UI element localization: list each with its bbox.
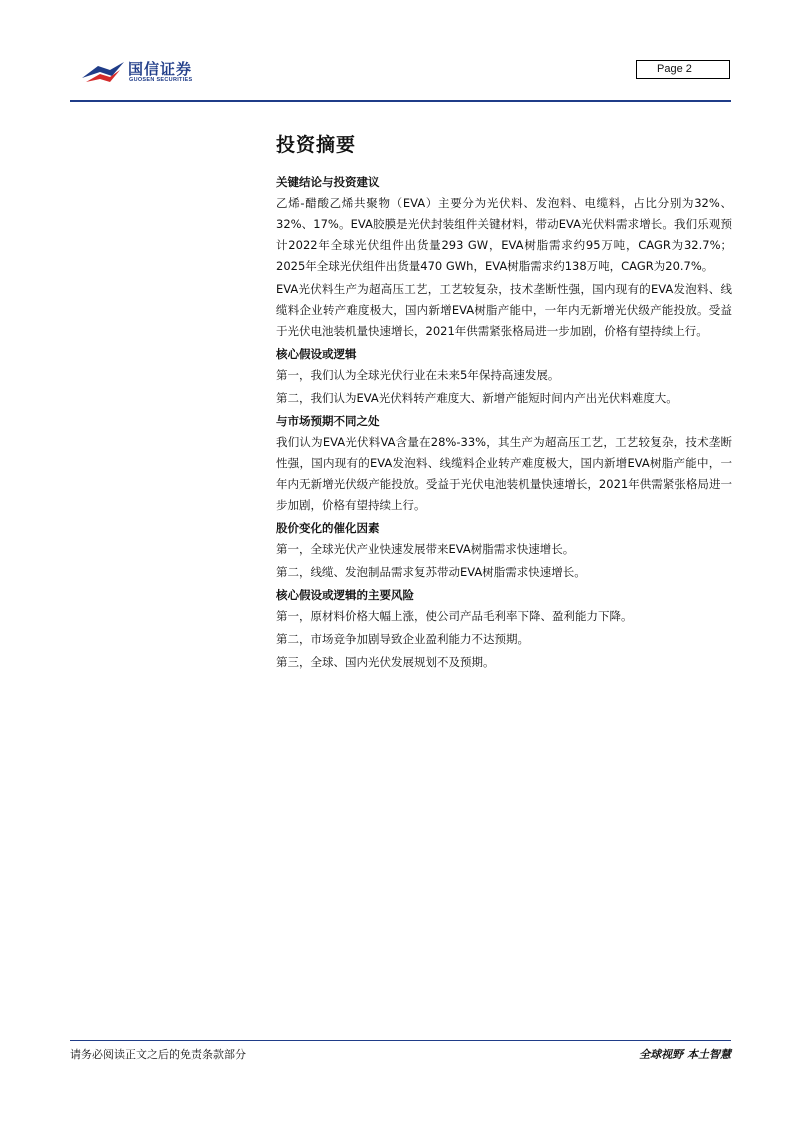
summary-content — [276, 172, 732, 673]
logo-chinese-name: 国信证券 — [128, 60, 193, 78]
subheading: 与市场预期不同之处 — [276, 414, 380, 428]
logo-english-name: GUOSEN SECURITIES — [129, 77, 193, 83]
section-title: 投资摘要 — [276, 134, 357, 156]
paragraph: EVA光伏料生产为超高压工艺，工艺较复杂，技术垄断性强，国内现有的EVA发泡料、线缆料企业转产难度极大，国内新增EVA树脂产能中，一年内无新增光伏级产能投放。受益于光伏电池装机量快速增长，2021年供需紧张格局进一步加剧，价格有望持续上行。 — [276, 282, 732, 338]
paragraph: 第二，我们认为EVA光伏料转产难度大、新增产能短时间内产出光伏料难度大。 — [276, 391, 678, 405]
slogan: 全球视野 本土智慧 — [639, 1048, 731, 1061]
paragraph: 第一，原材料价格大幅上涨，使公司产品毛利率下降、盈利能力下降。 — [276, 609, 633, 623]
brand-logo — [80, 56, 210, 86]
header-divider — [70, 100, 731, 102]
footer-divider — [70, 1040, 731, 1041]
paragraph: 乙烯-醋酸乙烯共聚物（EVA）主要分为光伏料、发泡料、电缆料，占比分别为32%、32%、17%。EVA胶膜是光伏封装组件关键材料，带动EVA光伏料需求增长。我们乐观预计2022年全球光伏组件出货量293 GW，EVA树脂需求约95万吨，CAGR为32.7%；2025年全球光伏组件出货量470 GWh，EVA树脂需求约138万吨，CAGR为20.7%。 — [276, 196, 732, 273]
paragraph: 第三，全球、国内光伏发展规划不及预期。 — [276, 655, 495, 669]
disclaimer-note: 请务必阅读正文之后的免责条款部分 — [70, 1048, 246, 1061]
paragraph: 第二，线缆、发泡制品需求复苏带动EVA树脂需求快速增长。 — [276, 565, 586, 579]
paragraph: 我们认为EVA光伏料VA含量在28%-33%，其生产为超高压工艺，工艺较复杂，技术垄断性强，国内现有的EVA发泡料、线缆料企业转产难度极大，国内新增EVA树脂产能中，一年内无新增光伏级产能投放。受益于光伏电池装机量快速增长，2021年供需紧张格局进一步加剧，价格有望持续上行。 — [276, 435, 732, 512]
subheading: 股价变化的催化因素 — [276, 521, 380, 535]
paragraph: 第一，全球光伏产业快速发展带来EVA树脂需求快速增长。 — [276, 542, 575, 556]
subheading: 核心假设或逻辑 — [276, 347, 357, 361]
paragraph: 第一，我们认为全球光伏行业在未来5年保持高速发展。 — [276, 368, 560, 382]
subheading: 核心假设或逻辑的主要风险 — [276, 588, 414, 602]
page-number-box: Page 2 — [636, 60, 730, 79]
subheading: 关键结论与投资建议 — [276, 175, 380, 189]
paragraph: 第二，市场竞争加剧导致企业盈利能力不达预期。 — [276, 632, 529, 646]
guosen-logo-icon — [80, 56, 124, 86]
report-body — [276, 132, 732, 675]
